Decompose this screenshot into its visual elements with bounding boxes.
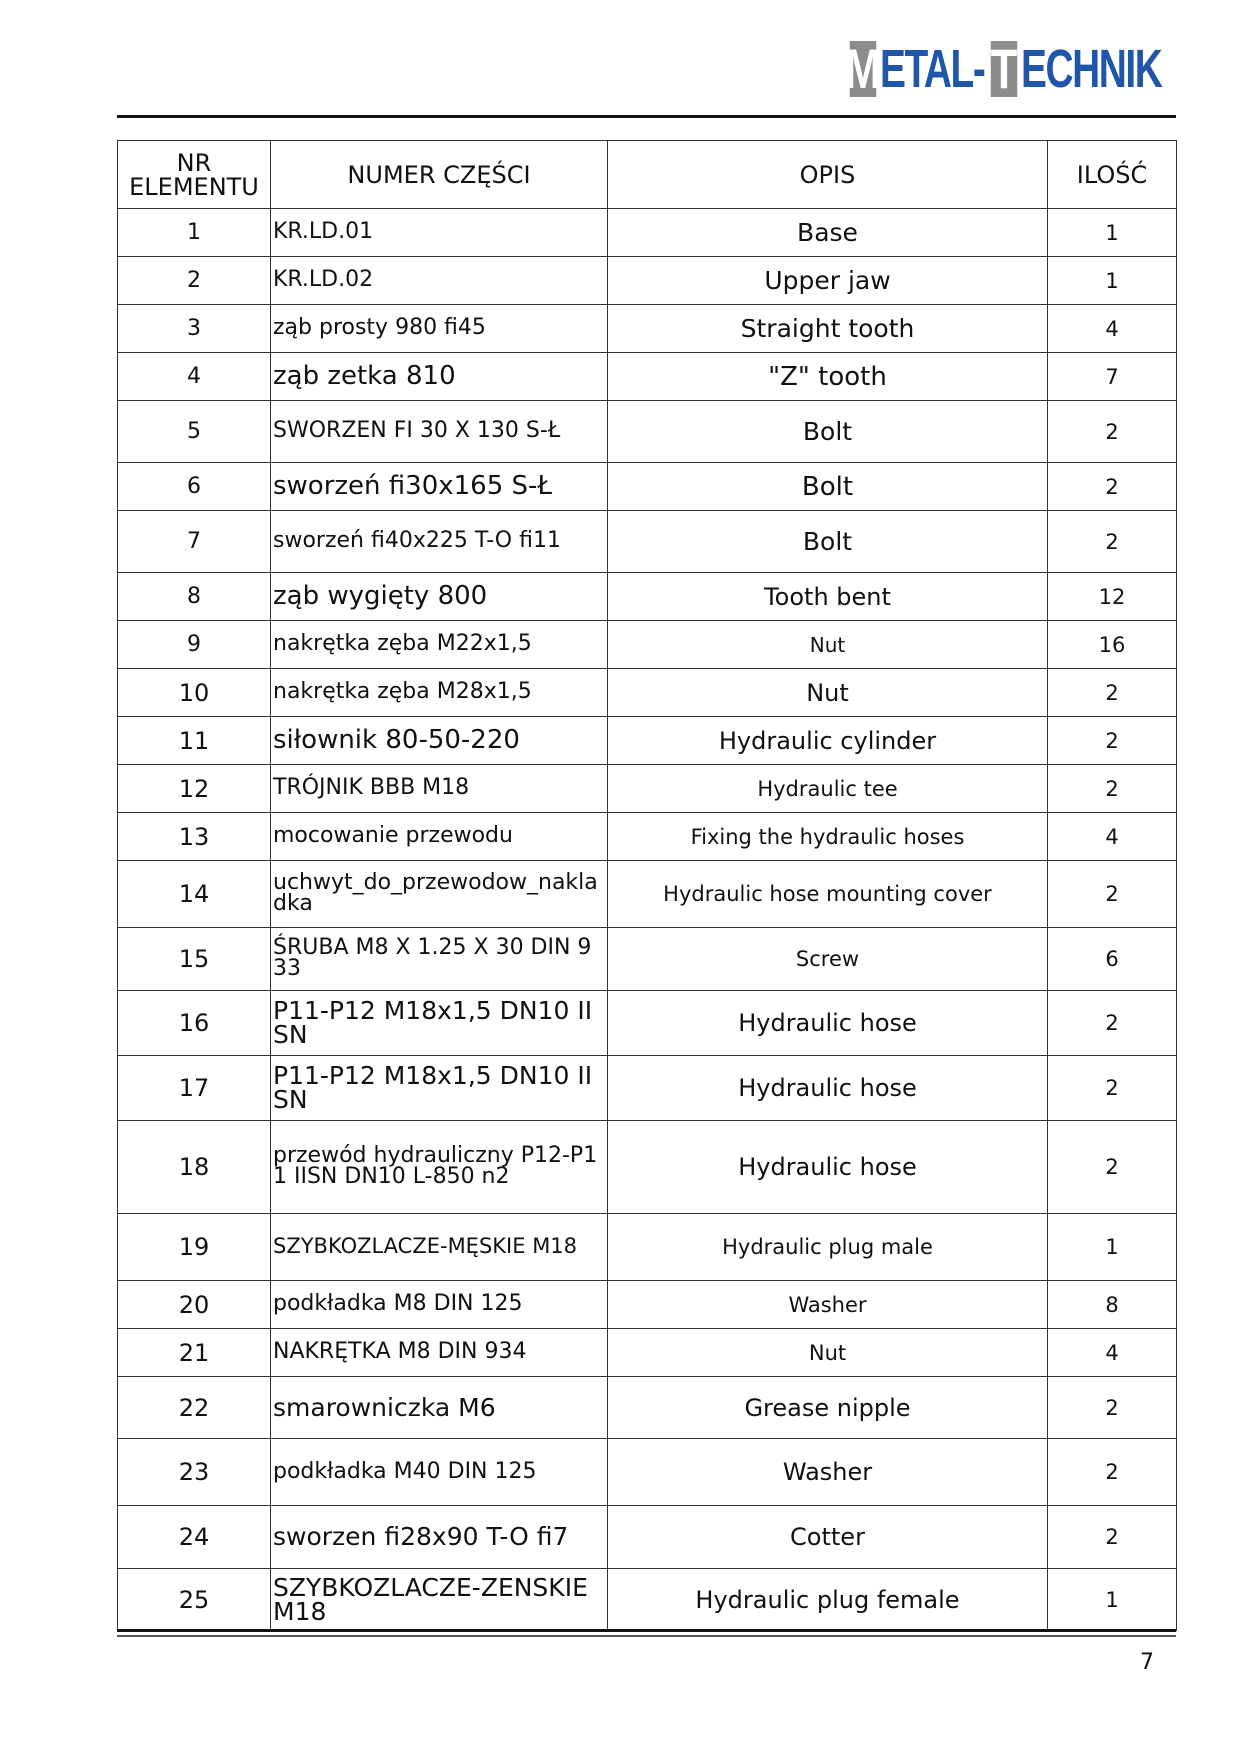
cell-item-number: 25 bbox=[118, 1569, 271, 1631]
cell-item-number: 20 bbox=[118, 1281, 271, 1329]
cell-description: Washer bbox=[608, 1281, 1048, 1329]
cell-item-number: 5 bbox=[118, 401, 271, 463]
cell-quantity: 2 bbox=[1048, 1439, 1177, 1506]
cell-description: Screw bbox=[608, 928, 1048, 991]
cell-part-number: nakrętka zęba M22x1,5 bbox=[271, 621, 608, 669]
cell-description: Upper jaw bbox=[608, 257, 1048, 305]
column-header-quantity: ILOŚĆ bbox=[1048, 141, 1177, 209]
logo-echnik bbox=[1021, 36, 1216, 102]
cell-quantity: 12 bbox=[1048, 573, 1177, 621]
table-row bbox=[118, 209, 1177, 257]
cell-quantity: 1 bbox=[1048, 209, 1177, 257]
cell-part-number: sworzeń fi30x165 S-Ł bbox=[271, 463, 608, 511]
table-row bbox=[118, 1056, 1177, 1121]
cell-quantity: 2 bbox=[1048, 1056, 1177, 1121]
table-row bbox=[118, 765, 1177, 813]
cell-description: Nut bbox=[608, 1329, 1048, 1377]
table-row bbox=[118, 1377, 1177, 1439]
cell-item-number: 16 bbox=[118, 991, 271, 1056]
cell-item-number: 14 bbox=[118, 861, 271, 928]
table-row bbox=[118, 1569, 1177, 1631]
table-row bbox=[118, 1281, 1177, 1329]
cell-item-number: 19 bbox=[118, 1214, 271, 1281]
column-header-description: OPIS bbox=[608, 141, 1048, 209]
cell-quantity: 2 bbox=[1048, 765, 1177, 813]
cell-part-number: podkładka M40 DIN 125 bbox=[271, 1439, 608, 1506]
column-header-part-number: NUMER CZĘŚCI bbox=[271, 141, 608, 209]
cell-part-number: NAKRĘTKA M8 DIN 934 bbox=[271, 1329, 608, 1377]
cell-item-number: 4 bbox=[118, 353, 271, 401]
table-row bbox=[118, 1329, 1177, 1377]
cell-part-number: sworzen fi28x90 T-O fi7 bbox=[271, 1506, 608, 1569]
cell-quantity: 4 bbox=[1048, 305, 1177, 353]
cell-quantity: 6 bbox=[1048, 928, 1177, 991]
cell-part-number: sworzeń fi40x225 T-O fi11 bbox=[271, 511, 608, 573]
cell-part-number: SWORZEN FI 30 X 130 S-Ł bbox=[271, 401, 608, 463]
cell-item-number: 17 bbox=[118, 1056, 271, 1121]
parts-table bbox=[117, 140, 1177, 1631]
table-row bbox=[118, 1121, 1177, 1214]
cell-part-number: przewód hydrauliczny P12-P11 IISN DN10 L-850 n2 bbox=[271, 1121, 608, 1214]
cell-part-number: SZYBKOZLACZE-MĘSKIE M18 bbox=[271, 1214, 608, 1281]
cell-description: Tooth bent bbox=[608, 573, 1048, 621]
column-header-nr-line2: ELEMENTU bbox=[129, 172, 259, 201]
logo-t-block bbox=[987, 36, 1021, 102]
table-row bbox=[118, 991, 1177, 1056]
cell-description: Base bbox=[608, 209, 1048, 257]
cell-item-number: 3 bbox=[118, 305, 271, 353]
cell-description: Straight tooth bbox=[608, 305, 1048, 353]
cell-description: Grease nipple bbox=[608, 1377, 1048, 1439]
cell-part-number: podkładka M8 DIN 125 bbox=[271, 1281, 608, 1329]
cell-description: Hydraulic hose bbox=[608, 1121, 1048, 1214]
cell-part-number: mocowanie przewodu bbox=[271, 813, 608, 861]
cell-item-number: 13 bbox=[118, 813, 271, 861]
table-row bbox=[118, 928, 1177, 991]
cell-part-number: siłownik 80-50-220 bbox=[271, 717, 608, 765]
logo-etal-text: ETAL- bbox=[880, 39, 985, 99]
table-row bbox=[118, 1506, 1177, 1569]
table-row bbox=[118, 861, 1177, 928]
cell-quantity: 2 bbox=[1048, 401, 1177, 463]
cell-item-number: 21 bbox=[118, 1329, 271, 1377]
cell-description: Nut bbox=[608, 669, 1048, 717]
cell-description: Hydraulic plug female bbox=[608, 1569, 1048, 1631]
cell-part-number: smarowniczka M6 bbox=[271, 1377, 608, 1439]
cell-description: Fixing the hydraulic hoses bbox=[608, 813, 1048, 861]
cell-description: Bolt bbox=[608, 463, 1048, 511]
cell-item-number: 23 bbox=[118, 1439, 271, 1506]
cell-quantity: 2 bbox=[1048, 1377, 1177, 1439]
cell-part-number: ząb wygięty 800 bbox=[271, 573, 608, 621]
cell-quantity: 8 bbox=[1048, 1281, 1177, 1329]
cell-quantity: 1 bbox=[1048, 1214, 1177, 1281]
cell-item-number: 2 bbox=[118, 257, 271, 305]
cell-part-number: ŚRUBA M8 X 1.25 X 30 DIN 933 bbox=[271, 928, 608, 991]
cell-item-number: 10 bbox=[118, 669, 271, 717]
company-logo bbox=[846, 36, 1168, 102]
cell-quantity: 2 bbox=[1048, 1121, 1177, 1214]
cell-description: Hydraulic tee bbox=[608, 765, 1048, 813]
cell-description: Hydraulic hose bbox=[608, 1056, 1048, 1121]
table-bottom-double-line bbox=[117, 1629, 1176, 1637]
cell-item-number: 6 bbox=[118, 463, 271, 511]
logo-m-letter: M bbox=[844, 37, 882, 100]
cell-item-number: 15 bbox=[118, 928, 271, 991]
cell-part-number: P11-P12 M18x1,5 DN10 IISN bbox=[271, 991, 608, 1056]
logo-t-letter: T bbox=[990, 37, 1018, 100]
table-row bbox=[118, 1214, 1177, 1281]
cell-quantity: 2 bbox=[1048, 861, 1177, 928]
column-header-nr bbox=[118, 141, 271, 209]
cell-description: Hydraulic hose mounting cover bbox=[608, 861, 1048, 928]
table-row bbox=[118, 813, 1177, 861]
header-divider bbox=[117, 115, 1176, 118]
table-row bbox=[118, 573, 1177, 621]
table-row bbox=[118, 305, 1177, 353]
cell-quantity: 2 bbox=[1048, 717, 1177, 765]
cell-quantity: 2 bbox=[1048, 1506, 1177, 1569]
table-row bbox=[118, 717, 1177, 765]
cell-quantity: 4 bbox=[1048, 813, 1177, 861]
cell-item-number: 11 bbox=[118, 717, 271, 765]
cell-part-number: ząb prosty 980 fi45 bbox=[271, 305, 608, 353]
cell-part-number: uchwyt_do_przewodow_nakladka bbox=[271, 861, 608, 928]
cell-item-number: 8 bbox=[118, 573, 271, 621]
cell-part-number: ząb zetka 810 bbox=[271, 353, 608, 401]
cell-part-number: KR.LD.01 bbox=[271, 209, 608, 257]
table-row bbox=[118, 669, 1177, 717]
cell-description: "Z" tooth bbox=[608, 353, 1048, 401]
cell-quantity: 2 bbox=[1048, 511, 1177, 573]
table-header-row bbox=[118, 141, 1177, 209]
cell-part-number: KR.LD.02 bbox=[271, 257, 608, 305]
cell-item-number: 22 bbox=[118, 1377, 271, 1439]
cell-item-number: 1 bbox=[118, 209, 271, 257]
cell-item-number: 24 bbox=[118, 1506, 271, 1569]
table-row bbox=[118, 257, 1177, 305]
cell-description: Washer bbox=[608, 1439, 1048, 1506]
cell-quantity: 16 bbox=[1048, 621, 1177, 669]
cell-item-number: 7 bbox=[118, 511, 271, 573]
cell-quantity: 4 bbox=[1048, 1329, 1177, 1377]
cell-part-number: SZYBKOZLACZE-ZENSKIE M18 bbox=[271, 1569, 608, 1631]
table-row bbox=[118, 353, 1177, 401]
cell-item-number: 9 bbox=[118, 621, 271, 669]
cell-part-number: TRÓJNIK BBB M18 bbox=[271, 765, 608, 813]
cell-quantity: 1 bbox=[1048, 257, 1177, 305]
cell-item-number: 18 bbox=[118, 1121, 271, 1214]
cell-description: Cotter bbox=[608, 1506, 1048, 1569]
cell-quantity: 2 bbox=[1048, 991, 1177, 1056]
table-row bbox=[118, 1439, 1177, 1506]
cell-description: Bolt bbox=[608, 511, 1048, 573]
cell-part-number: P11-P12 M18x1,5 DN10 IISN bbox=[271, 1056, 608, 1121]
table-row bbox=[118, 463, 1177, 511]
cell-description: Hydraulic plug male bbox=[608, 1214, 1048, 1281]
logo-m-block bbox=[846, 36, 880, 102]
cell-item-number: 12 bbox=[118, 765, 271, 813]
cell-description: Hydraulic hose bbox=[608, 991, 1048, 1056]
cell-part-number: nakrętka zęba M28x1,5 bbox=[271, 669, 608, 717]
page-number: 7 bbox=[1140, 1650, 1154, 1675]
cell-quantity: 2 bbox=[1048, 463, 1177, 511]
logo-echnik-text: ECHNIK bbox=[1020, 39, 1162, 99]
cell-quantity: 1 bbox=[1048, 1569, 1177, 1631]
table-row bbox=[118, 621, 1177, 669]
cell-quantity: 2 bbox=[1048, 669, 1177, 717]
column-header-nr-line1: NR bbox=[176, 148, 212, 177]
cell-quantity: 7 bbox=[1048, 353, 1177, 401]
cell-description: Hydraulic cylinder bbox=[608, 717, 1048, 765]
table-row bbox=[118, 401, 1177, 463]
table-row bbox=[118, 511, 1177, 573]
cell-description: Nut bbox=[608, 621, 1048, 669]
cell-description: Bolt bbox=[608, 401, 1048, 463]
